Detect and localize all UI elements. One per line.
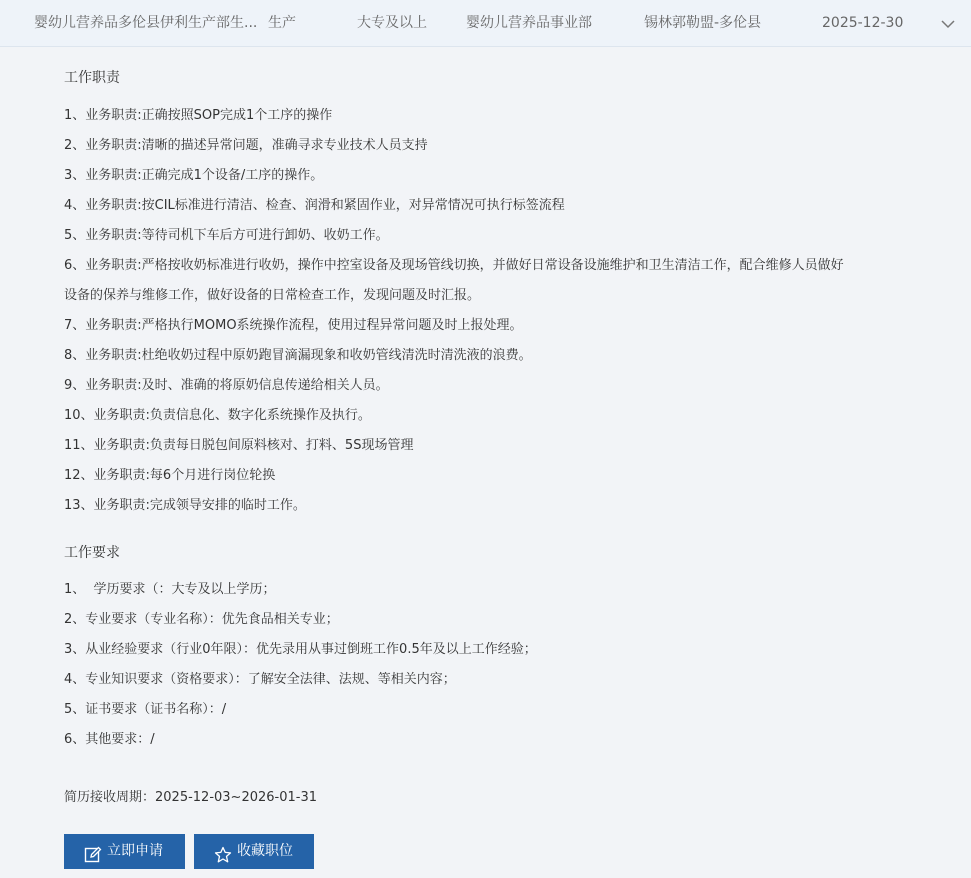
edit-icon [84,843,102,861]
duty-item: 2、业务职责:清晰的描述异常问题，准确寻求专业技术人员支持 [64,138,428,153]
job-publish-date: 2025-12-30 [822,15,904,31]
favorite-button-label: 收藏职位 [237,843,293,859]
duty-item: 1、业务职责:正确按照SOP完成1个工序的操作 [64,108,333,123]
requirements-title: 工作要求 [64,545,120,561]
duty-item: 6、业务职责:严格按收奶标准进行收奶，操作中控室设备及现场管线切换，并做好日常设备设施维护和卫生清洁工作，配合维修人员做好 [64,258,844,273]
requirement-item: 6、其他要求：/ [64,732,155,747]
chevron-down-icon[interactable] [938,14,958,34]
job-location: 锡林郭勒盟-多伦县 [644,15,762,31]
requirement-item: 2、专业要求（专业名称）：优先食品相关专业； [64,612,339,627]
job-detail-panel [0,48,971,871]
duty-item-continuation: 设备的保养与维修工作，做好设备的日常检查工作，发现问题及时汇报。 [64,288,481,303]
duty-item: 8、业务职责:杜绝收奶过程中原奶跑冒滴漏现象和收奶管线清洗时清洗液的浪费。 [64,348,532,363]
job-name: 婴幼儿营养品多伦县伊利生产部生... [34,15,258,31]
resume-period: 简历接收周期：2025-12-03~2026-01-31 [64,790,317,805]
duty-item: 4、业务职责:按CIL标准进行清洁、检查、润滑和紧固作业，对异常情况可执行标签流程 [64,198,565,213]
duty-item: 5、业务职责:等待司机下车后方可进行卸奶、收奶工作。 [64,228,389,243]
duties-list [64,101,924,521]
duty-item: 13、业务职责:完成领导安排的临时工作。 [64,498,306,513]
duty-item: 3、业务职责:正确完成1个设备/工序的操作。 [64,168,324,183]
star-icon [214,843,232,861]
duty-item: 12、业务职责:每6个月进行岗位轮换 [64,468,276,483]
job-summary-header[interactable] [0,0,971,47]
job-education: 大专及以上 [357,15,427,31]
requirement-item: 5、证书要求（证书名称）：/ [64,702,227,717]
duty-item: 9、业务职责:及时、准确的将原奶信息传递给相关人员。 [64,378,389,393]
favorite-button[interactable] [194,834,314,869]
job-department: 婴幼儿营养品事业部 [466,15,592,31]
requirements-list [64,575,924,755]
duty-item: 11、业务职责:负责每日脱包间原料核对、打料、5S现场管理 [64,438,414,453]
requirement-item: 1、 学历要求（：大专及以上学历； [64,582,276,597]
job-category: 生产 [268,15,296,31]
requirement-item: 3、从业经验要求（行业0年限）：优先录用从事过倒班工作0.5年及以上工作经验； [64,642,537,657]
duty-item: 10、业务职责:负责信息化、数字化系统操作及执行。 [64,408,371,423]
duty-item: 7、业务职责:严格执行MOMO系统操作流程，使用过程异常问题及时上报处理。 [64,318,523,333]
apply-button-label: 立即申请 [107,843,163,859]
duties-title: 工作职责 [64,70,120,86]
apply-button[interactable] [64,834,185,869]
requirement-item: 4、专业知识要求（资格要求）：了解安全法律、法规、等相关内容； [64,672,456,687]
